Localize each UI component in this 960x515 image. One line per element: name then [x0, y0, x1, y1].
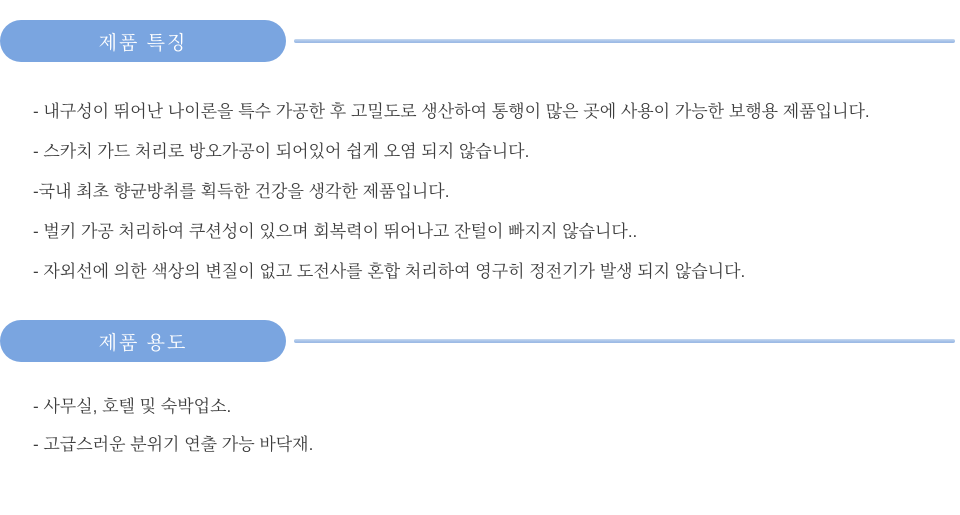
header-rule-line	[294, 39, 955, 43]
section-header-uses	[0, 320, 960, 362]
feature-list	[0, 92, 960, 292]
section-title-badge	[0, 20, 286, 62]
list-item: - 사무실, 호텔 및 숙박업소.	[33, 397, 232, 416]
product-uses-section	[0, 320, 960, 464]
list-item: - 내구성이 뛰어난 나이론을 특수 가공한 후 고밀도로 생산하여 통행이 많은 곳에 사용이 가능한 보행용 제품입니다.	[33, 102, 870, 121]
section-title: 제품 특징	[98, 32, 188, 54]
header-rule-line	[294, 339, 955, 343]
section-title: 제품 용도	[98, 332, 188, 354]
list-item: - 고급스러운 분위기 연출 가능 바닥재.	[33, 435, 314, 454]
list-item: - 자외선에 의한 색상의 변질이 없고 도전사를 혼합 처리하여 영구히 정전기가 발생 되지 않습니다.	[33, 262, 746, 281]
product-features-section	[0, 20, 960, 292]
list-item: - 스카치 가드 처리로 방오가공이 되어있어 쉽게 오염 되지 않습니다.	[33, 142, 530, 161]
uses-list	[0, 388, 960, 464]
list-item: - 벌키 가공 처리하여 쿠션성이 있으며 회복력이 뛰어나고 잔털이 빠지지 않습니다..	[33, 222, 638, 241]
section-title-badge	[0, 320, 286, 362]
list-item: -국내 최초 향균방취를 획득한 건강을 생각한 제품입니다.	[33, 182, 450, 201]
section-header-features	[0, 20, 960, 62]
